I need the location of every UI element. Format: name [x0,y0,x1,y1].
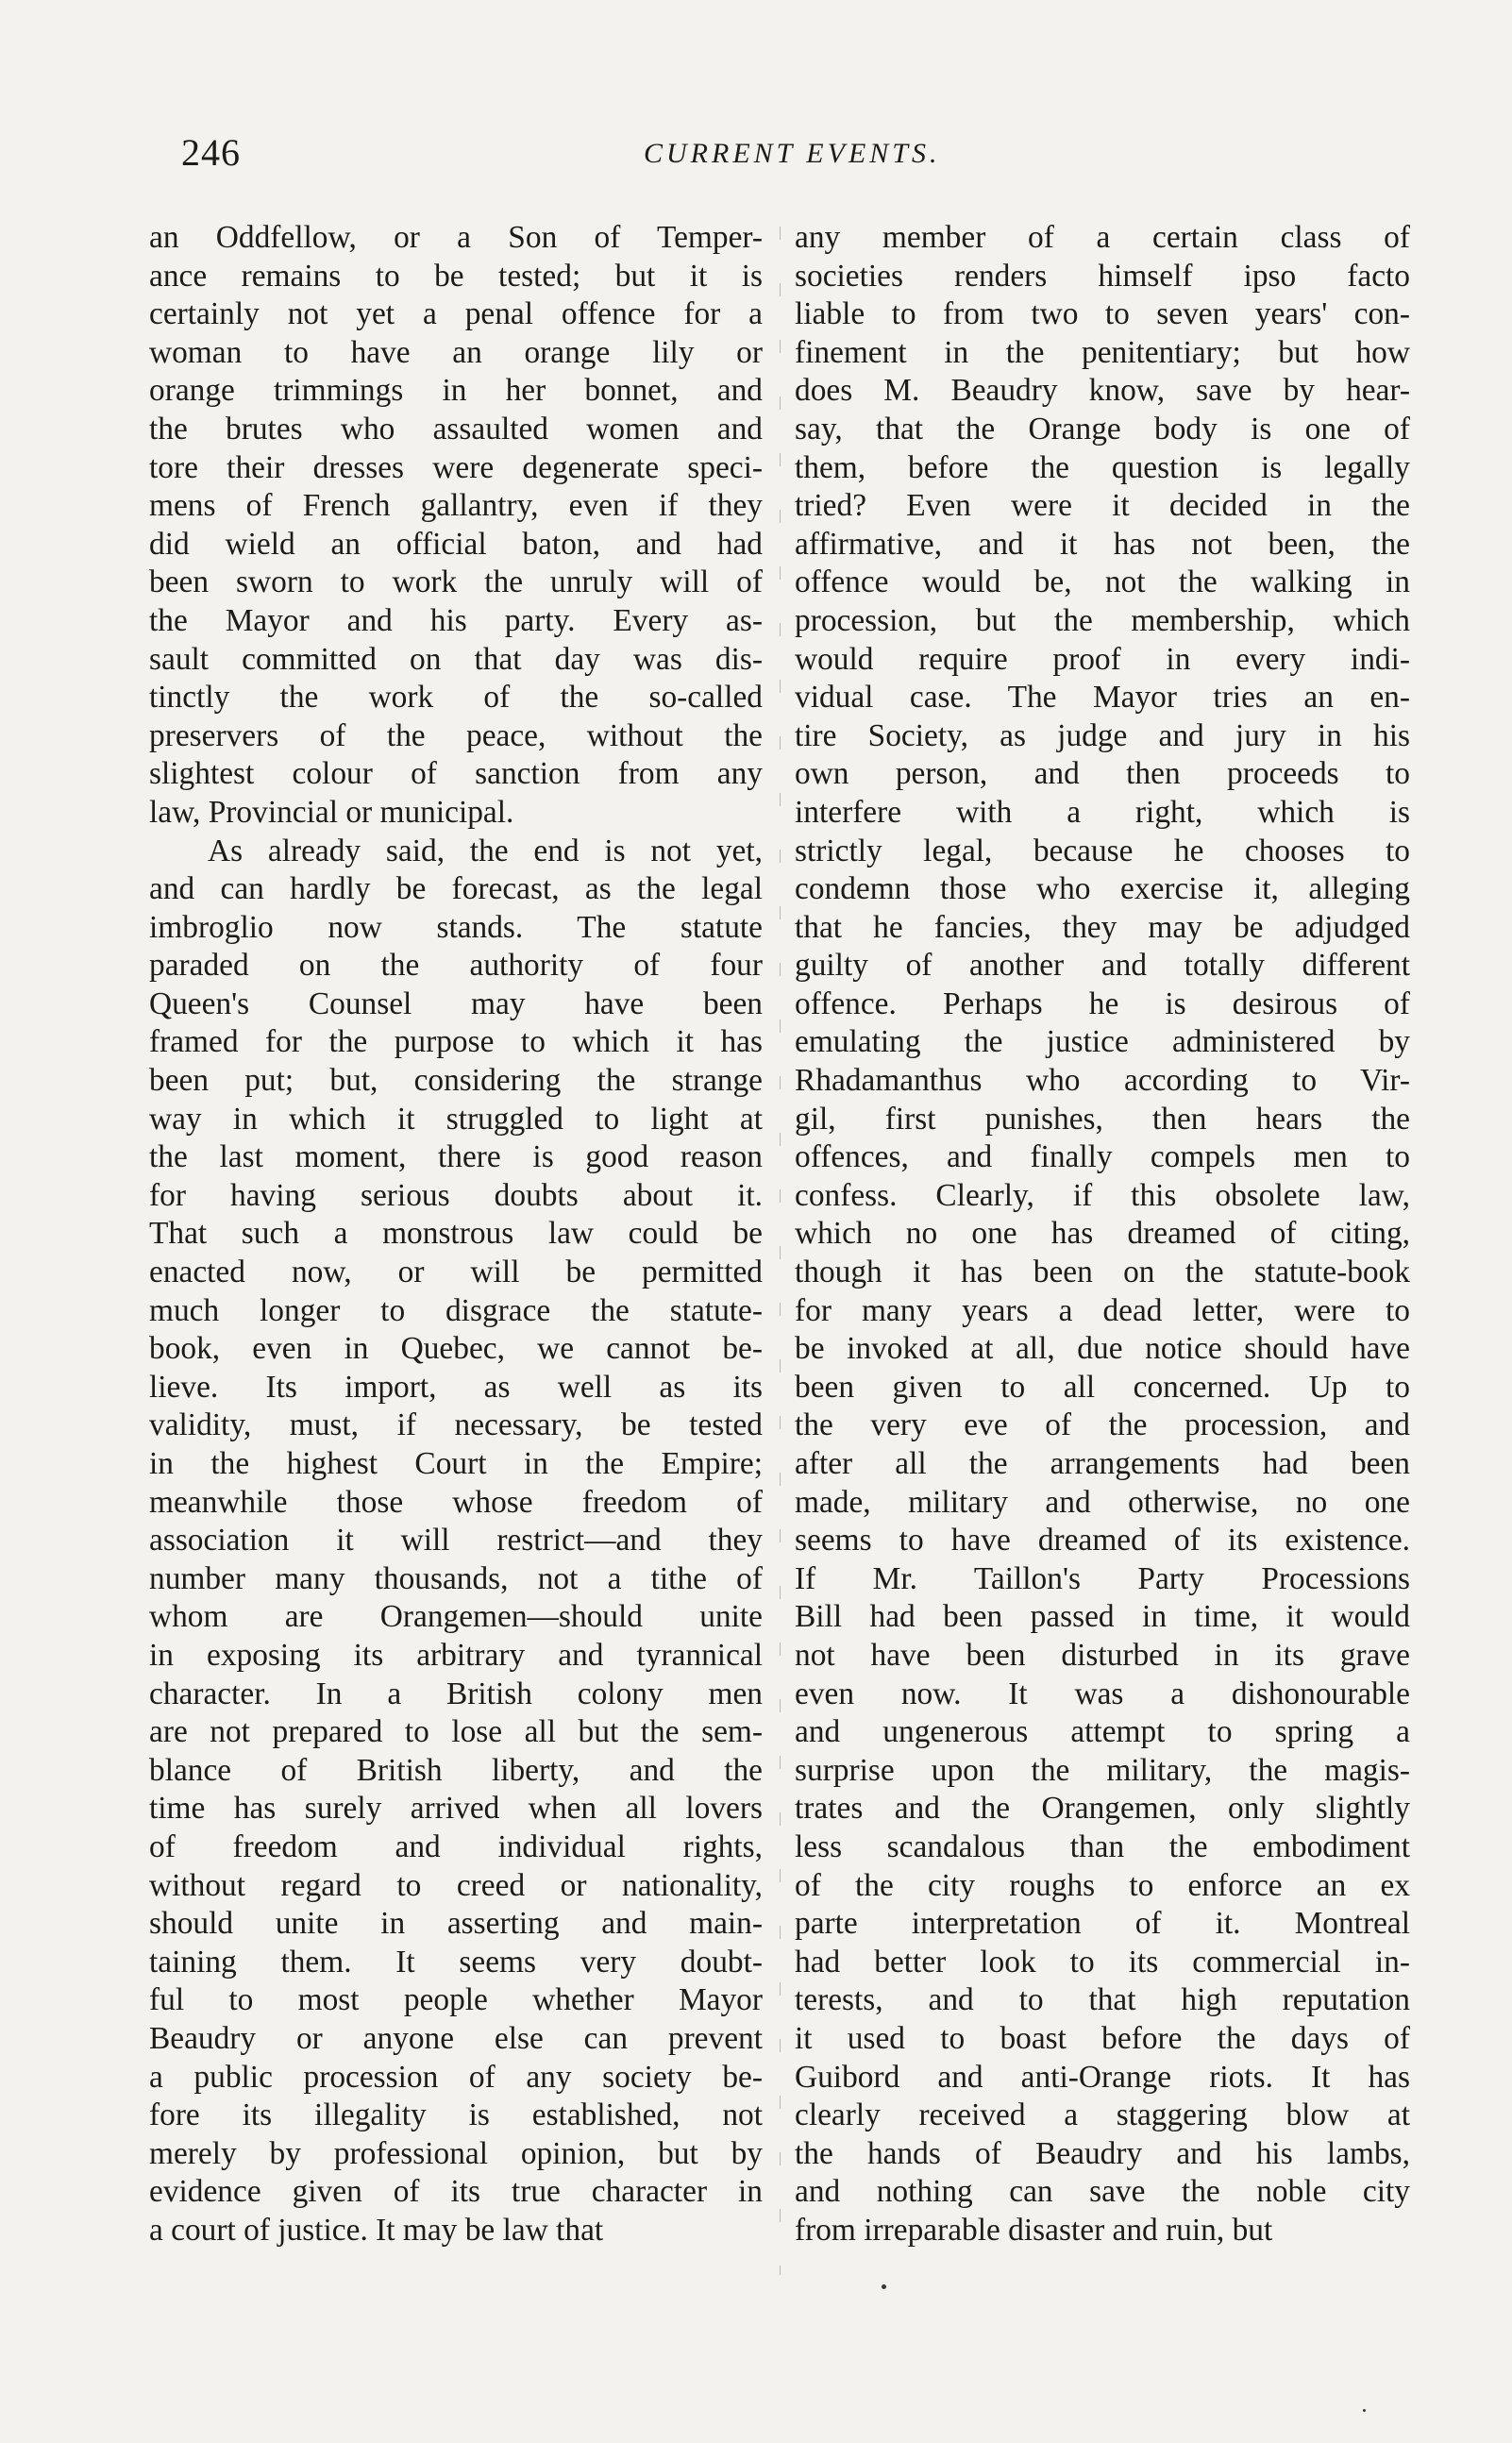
text-line: seems to have dreamed of its existence. [795,1523,1410,1558]
text-line: vidual case. The Mayor tries an en- [795,680,1410,716]
text-line: an Oddfellow, or a Son of Temper- [149,220,763,255]
text-line: tinctly the work of the so-called [149,680,763,716]
text-line: procession, but the membership, which [795,602,1410,638]
text-line: paraded on the authority of four [149,948,763,984]
text-line: Beaudry or anyone else can prevent [149,2020,763,2056]
text-line: tore their dresses were degenerate speci- [149,449,763,485]
text-line: If Mr. Taillon's Party Processions [795,1560,1410,1596]
text-line: framed for the purpose to which it has [149,1024,763,1060]
text-line: evidence given of its true character in [149,2174,763,2210]
text-line: for many years a dead letter, were to [795,1292,1410,1328]
text-line: taining them. It seems very doubt- [149,1944,763,1980]
text-line: the brutes who assaulted women and [149,411,763,446]
text-line: had better look to its commercial in- [795,1944,1410,1980]
text-line: meanwhile those whose freedom of [149,1484,763,1520]
text-line: certainly not yet a penal offence for a [149,296,763,332]
text-line: for having serious doubts about it. [149,1177,763,1213]
text-line: would require proof in every indi- [795,641,1410,677]
text-line: trates and the Orangemen, only slightly [795,1791,1410,1827]
text-line: enacted now, or will be permitted [149,1255,763,1290]
text-line: say, that the Orange body is one of [795,411,1410,446]
text-line: which no one has dreamed of citing, [795,1216,1410,1252]
text-line: tire Society, as judge and jury in his [795,717,1410,753]
text-line: strictly legal, because he chooses to [795,833,1410,868]
text-line: of freedom and individual rights, [149,1828,763,1864]
text-line: sault committed on that day was dis- [149,641,763,677]
text-line: mens of French gallantry, even if they [149,488,763,524]
text-line: after all the arrangements had been [795,1446,1410,1481]
column-divider [780,227,781,2275]
text-line: tried? Even were it decided in the [795,488,1410,524]
text-line: woman to have an orange lily or [149,334,763,370]
text-line: of the city roughs to enforce an ex [795,1867,1410,1903]
text-line: even now. It was a dishonourable [795,1676,1410,1711]
text-line: law, Provincial or municipal. [149,794,514,830]
text-line: made, military and otherwise, no one [795,1484,1410,1520]
text-line: way in which it struggled to light at [149,1101,763,1137]
text-line: whom are Orangemen—should unite [149,1599,763,1635]
text-line: preservers of the peace, without the [149,717,763,753]
text-line: blance of British liberty, and the [149,1752,763,1788]
text-line: clearly received a staggering blow at [795,2098,1410,2133]
text-line: That such a monstrous law could be [149,1216,763,1252]
text-line: societies renders himself ipso facto [795,258,1410,294]
text-line: gil, first punishes, then hears the [795,1101,1410,1137]
text-line: own person, and then proceeds to [795,756,1410,792]
text-line: though it has been on the statute-book [795,1255,1410,1290]
text-line: interfere with a right, which is [795,794,1410,830]
text-line: a public procession of any society be- [149,2059,763,2095]
text-line: from irreparable disaster and ruin, but [795,2212,1273,2248]
text-line: not have been disturbed in its grave [795,1637,1410,1673]
text-line: ful to most people whether Mayor [149,1982,763,2018]
text-line: less scandalous than the embodiment [795,1828,1410,1864]
text-line: it used to boast before the days of [795,2020,1410,2056]
text-line: ance remains to be tested; but it is [149,258,763,294]
text-line: emulating the justice administered by [795,1024,1410,1060]
text-line: in exposing its arbitrary and tyrannical [149,1637,763,1673]
text-line: much longer to disgrace the statute- [149,1292,763,1328]
text-line: been given to all concerned. Up to [795,1369,1410,1405]
text-line: association it will restrict—and they [149,1523,763,1558]
text-line: and can hardly be forecast, as the legal [149,871,763,907]
text-line: liable to from two to seven years' con- [795,296,1410,332]
text-line: the very eve of the procession, and [795,1407,1410,1443]
text-line: the Mayor and his party. Every as- [149,602,763,638]
text-line: finement in the penitentiary; but how [795,334,1410,370]
text-line: the last moment, there is good reason [149,1139,763,1175]
text-line: did wield an official baton, and had [149,526,763,562]
text-line: lieve. Its import, as well as its [149,1369,763,1405]
text-line: a court of justice. It may be law that [149,2212,604,2248]
text-line: parte interpretation of it. Montreal [795,1906,1410,1942]
text-line: any member of a certain class of [795,220,1410,255]
text-line: and nothing can save the noble city [795,2174,1410,2210]
text-line: imbroglio now stands. The statute [149,909,763,945]
text-line: book, even in Quebec, we cannot be- [149,1331,763,1367]
text-line: confess. Clearly, if this obsolete law, [795,1177,1410,1213]
text-line: validity, must, if necessary, be tested [149,1407,763,1443]
text-line: does M. Beaudry know, save by hear- [795,373,1410,409]
text-line: should unite in asserting and main- [149,1906,763,1942]
text-line: Rhadamanthus who according to Vir- [795,1063,1410,1099]
text-line: fore its illegality is established, not [149,2098,763,2133]
text-line: Bill had been passed in time, it would [795,1599,1410,1635]
text-line: Guibord and anti-Orange riots. It has [795,2059,1410,2095]
text-line: and ungenerous attempt to spring a [795,1714,1410,1750]
text-line: guilty of another and totally different [795,948,1410,984]
text-column-left [149,219,763,2249]
text-line: be invoked at all, due notice should have [795,1331,1410,1367]
page-number: 246 [181,131,241,174]
text-line: them, before the question is legally [795,449,1410,485]
text-line: number many thousands, not a tithe of [149,1560,763,1596]
text-line: affirmative, and it has not been, the [795,526,1410,562]
text-line: offences, and finally compels men to [795,1139,1410,1175]
text-line: in the highest Court in the Empire; [149,1446,763,1481]
text-line: Queen's Counsel may have been [149,986,763,1021]
text-line: merely by professional opinion, but by [149,2135,763,2171]
text-line: time has surely arrived when all lovers [149,1791,763,1827]
text-line: offence would be, not the walking in [795,564,1410,600]
running-head: CURRENT EVENTS. [644,138,941,169]
text-line: without regard to creed or nationality, [149,1867,763,1903]
text-line: offence. Perhaps he is desirous of [795,986,1410,1021]
ink-speck [882,2284,886,2289]
text-line: are not prepared to lose all but the sem- [149,1714,763,1750]
text-line: that he fancies, they may be adjudged [795,909,1410,945]
ink-speck [1363,2409,1366,2412]
text-line: been put; but, considering the strange [149,1063,763,1099]
text-line: character. In a British colony men [149,1676,763,1711]
text-line: terests, and to that high reputation [795,1982,1410,2018]
text-line: condemn those who exercise it, alleging [795,871,1410,907]
text-line: orange trimmings in her bonnet, and [149,373,763,409]
text-line: surprise upon the military, the magis- [795,1752,1410,1788]
text-line: been sworn to work the unruly will of [149,564,763,600]
text-column-right [795,219,1410,2249]
text-line: As already said, the end is not yet, [208,833,763,868]
text-line: slightest colour of sanction from any [149,756,763,792]
text-line: the hands of Beaudry and his lambs, [795,2135,1410,2171]
